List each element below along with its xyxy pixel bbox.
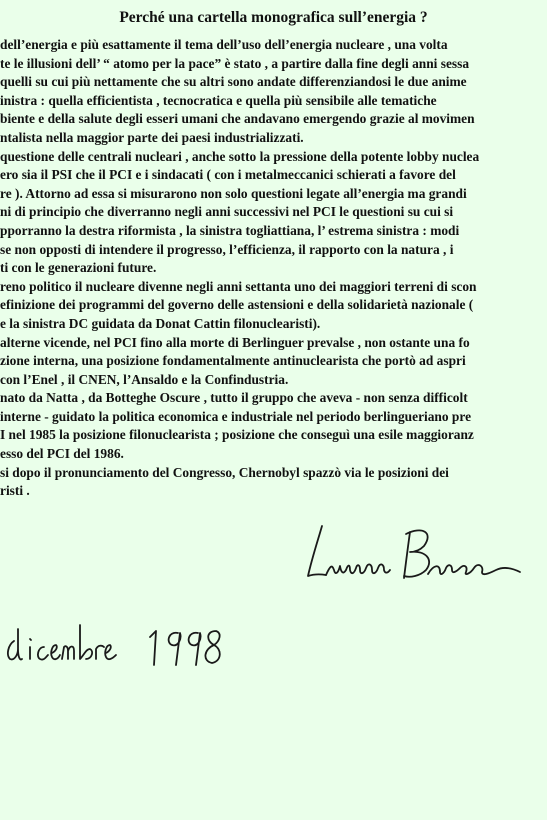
body-line: zione interna, una posizione fondamentalmente antinuclearista che portò ad aspri <box>0 353 466 369</box>
handwritten-signature <box>300 518 530 598</box>
body-line: te le illusioni dell’ “ atomo per la pace” è stato , a partire dalla fine degli anni sessa <box>0 55 470 71</box>
body-line: se non opposti di intendere il progresso, l’efficienza, il rapporto con la natura , i <box>0 241 454 257</box>
body-line: ntalista nella maggior parte dei paesi industrializzati. <box>0 129 304 145</box>
body-line: efinizione dei programmi del governo delle astensioni e della solidarietà nazionale ( <box>0 297 474 313</box>
body-line: con l’Enel , il CNEN, l’Ansaldo e la Confindustria. <box>0 371 289 387</box>
body-line: quelli su cui più nettamente che su altri sono andate differenziandosi le due anime <box>0 74 467 90</box>
body-line: reno politico il nucleare divenne negli anni settanta uno dei maggiori terreni di scon <box>0 278 477 294</box>
body-line: ni di principio che diverranno negli anni successivi nel PCI le questioni su cui si <box>0 204 454 220</box>
body-line: I nel 1985 la posizione filonuclearista ; posizione che conseguì una esile maggioranz <box>0 427 474 443</box>
handwritten-date <box>0 615 230 685</box>
body-line: dell’energia e più esattamente il tema dell’uso dell’energia nucleare , una volta <box>0 37 448 52</box>
body-line: si dopo il pronunciamento del Congresso, Chernobyl spazzò via le posizioni dei <box>0 464 449 480</box>
document-title: Perché una cartella monografica sull’energia ? <box>119 9 428 26</box>
body-line: interne - guidato la politica economica e industriale nel periodo berlingueriano pre <box>0 408 472 424</box>
body-line: esso del PCI del 1986. <box>0 446 124 462</box>
body-line: questione delle centrali nucleari , anche sotto la pressione della potente lobby nuclea <box>0 148 480 164</box>
body-line: inistra : quella efficientista , tecnocratica e quella più sensibile alle tematiche <box>0 92 437 108</box>
body-line: re ). Attorno ad essa si misurarono non solo questioni legate all’energia ma grandi <box>0 185 467 201</box>
body-line: nato da Natta , da Botteghe Oscure , tutto il gruppo che aveva - non senza difficolt <box>0 390 468 406</box>
body-line: ti con le generazioni future. <box>0 260 157 276</box>
body-line: ero sia il PSI che il PCI e i sindacati ( con i metalmeccanici schierati a favore del <box>0 167 456 183</box>
body-line: alterne vicende, nel PCI fino alla morte di Berlinguer prevalse , non ostante una fo <box>0 334 470 350</box>
body-line: e la sinistra DC guidata da Donat Cattin filonuclearisti). <box>0 315 321 331</box>
body-line: pporranno la destra riformista , la sinistra togliattiana, l’ estrema sinistra : modi <box>0 222 460 238</box>
document-body <box>0 36 547 501</box>
body-line: risti . <box>0 483 30 499</box>
body-line: biente e della salute degli esseri umani che andavano emergendo grazie al movimen <box>0 111 475 127</box>
